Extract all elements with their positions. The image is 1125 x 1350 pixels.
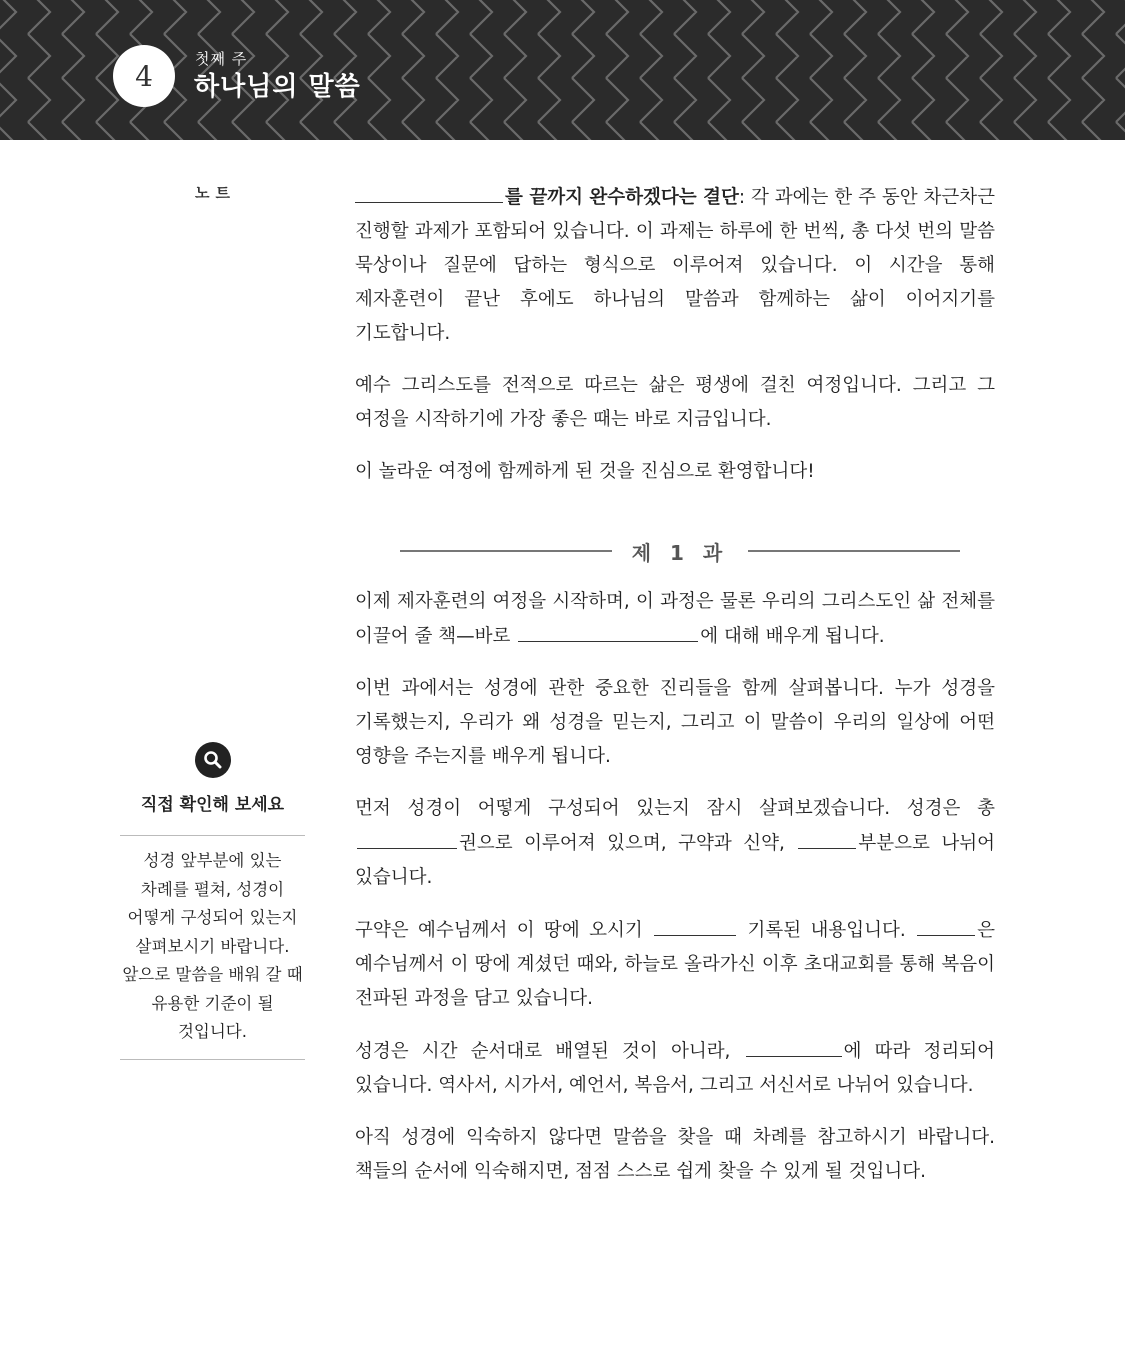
callout-rule-bottom: [120, 1059, 305, 1060]
header-band: [0, 0, 1125, 140]
lesson-p3-text-a: 먼저 성경이 어떻게 구성되어 있는지 잠시 살펴보겠습니다. 성경은 총: [355, 798, 995, 819]
fill-in-blank[interactable]: [746, 1034, 842, 1057]
fill-in-blank[interactable]: [798, 826, 856, 849]
fill-in-blank[interactable]: [917, 913, 975, 936]
fill-in-blank[interactable]: [355, 180, 503, 203]
lesson-paragraph-3: [355, 792, 995, 895]
page-number-badge: 4: [113, 45, 175, 107]
lesson-paragraph-6: 아직 성경에 익숙하지 않다면 말씀을 찾을 때 차례를 참고하시기 바랍니다. 책들의 순서에 익숙해지면, 점점 스스로 쉽게 찾을 수 있게 될 것입니다.: [355, 1127, 995, 1182]
lesson-p1-text-a: 이제 제자훈련의 여정을 시작하며, 이 과정은 물론 우리의 그리스도인 삶 전체를 이끌어 줄 책—바로: [355, 591, 995, 647]
lesson-p1-text-b: 에 대해 배우게 됩니다.: [700, 626, 885, 647]
emphasis-text: 를 끝까지 완수하겠다는 결단: [505, 187, 739, 208]
lesson-p5-text-b: 에 따라 정리되어 있습니다. 역사서, 시가서, 예언서, 복음서, 그리고 서신서로 나뉘어 있습니다.: [355, 1041, 995, 1096]
heading-rule-right: [748, 550, 960, 552]
intro-paragraph-3: 이 놀라운 여정에 함께하게 된 것을 진심으로 환영합니다!: [355, 461, 815, 482]
callout-box: [120, 740, 305, 1060]
lesson-paragraph-2: 이번 과에서는 성경에 관한 중요한 진리들을 함께 살펴봅니다. 누가 성경을 기록했는지, 우리가 왜 성경을 믿는지, 그리고 이 말씀이 우리의 일상에 어떤 영향을 주는지를 배우게 됩니다.: [355, 678, 995, 767]
fill-in-blank[interactable]: [654, 913, 736, 936]
intro-paragraph-1: [355, 180, 995, 351]
fill-in-blank[interactable]: [518, 619, 698, 642]
lesson-p4-text-c: 은 예수님께서 이 땅에 계셨던 때와, 하늘로 올라가신 이후 초대교회를 통해 복음이 전파된 과정을 담고 있습니다.: [355, 920, 995, 1009]
lesson-body: [355, 585, 995, 1207]
search-icon: [195, 742, 231, 778]
lesson-heading: [400, 533, 960, 569]
lesson-paragraph-5: [355, 1034, 995, 1103]
lesson-heading-label: 제 1 과: [631, 540, 729, 565]
notes-label: 노트: [195, 184, 236, 202]
lesson-paragraph-4: [355, 913, 995, 1016]
intro-paragraph-1-text: : 각 과에는 한 주 동안 차근차근 진행할 과제가 포함되어 있습니다. 이 과제는 하루에 한 번씩, 총 다섯 번의 말씀 묵상이나 질문에 답하는 형식으로 이루어져 있습니다. 이 시간을 통해 제자훈련이 끝난 후에도 하나님의 말씀과 함께하는 삶이 이어지기를 기도합니다.: [355, 187, 995, 344]
lesson-paragraph-1: [355, 585, 995, 654]
chapter-title: 하나님의 말씀: [194, 72, 361, 102]
fill-in-blank[interactable]: [357, 826, 457, 849]
callout-text: 성경 앞부분에 있는 차례를 펼쳐, 성경이 어떻게 구성되어 있는지 살펴보시기 바랍니다. 앞으로 말씀을 배워 갈 때 유용한 기준이 될 것입니다.: [122, 851, 303, 1041]
lesson-p4-text-a: 구약은 예수님께서 이 땅에 오시기: [355, 920, 653, 941]
heading-rule-left: [400, 550, 612, 552]
lesson-p3-text-c: 부분으로 나뉘어 있습니다.: [355, 833, 995, 888]
callout-title: 직접 확인해 보세요: [140, 795, 285, 815]
lesson-p5-text-a: 성경은 시간 순서대로 배열된 것이 아니라,: [355, 1041, 744, 1062]
lesson-p3-text-b: 권으로 이루어져 있으며, 구약과 신약,: [459, 833, 797, 854]
intro-paragraph-2: 예수 그리스도를 전적으로 따르는 삶은 평생에 걸친 여정입니다. 그리고 그 여정을 시작하기에 가장 좋은 때는 바로 지금입니다.: [355, 375, 995, 430]
lesson-p4-text-b: 기록된 내용입니다.: [738, 920, 916, 941]
intro-section: [355, 180, 995, 507]
week-label: 첫째 주: [195, 50, 248, 68]
